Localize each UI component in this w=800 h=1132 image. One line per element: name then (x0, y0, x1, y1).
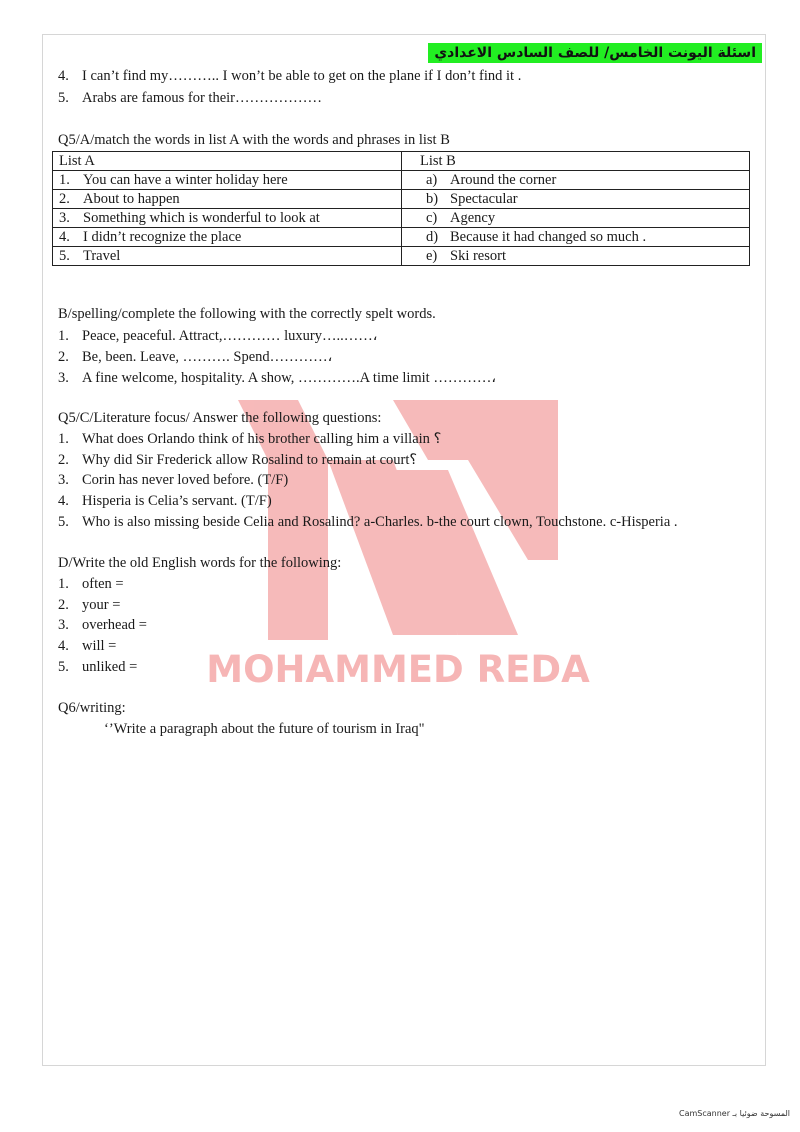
watermark-text: MOHAMMED REDA (206, 648, 590, 691)
table-row: 4. I didn’t recognize the place d) Because it had changed so much . (53, 228, 750, 247)
table-row: 1. You can have a winter holiday here a) Around the corner (53, 171, 750, 190)
list-b-header: List B (402, 152, 750, 171)
list-item: 3. overhead = (58, 617, 147, 633)
section-title-q6: Q6/writing: (58, 700, 126, 716)
writing-prompt: ‘’Write a paragraph about the future of tourism in Iraq" (104, 721, 425, 737)
section-title-q5b: B/spelling/complete the following with the correctly spelt words. (58, 306, 436, 322)
list-item: 3. A fine welcome, hospitality. A show, ………….A time limit …………، (58, 370, 497, 386)
list-item: 1. Peace, peaceful. Attract,………… luxury…..……، (58, 328, 378, 344)
matching-table (52, 151, 750, 266)
table-row: 5. Travel e) Ski resort (53, 247, 750, 266)
list-item: 2. your = (58, 597, 121, 613)
list-item: 3. Corin has never loved before. (T/F) (58, 472, 289, 488)
section-title-q5d: D/Write the old English words for the following: (58, 555, 342, 571)
table-header-row (53, 152, 750, 171)
list-item: 5. unliked = (58, 659, 138, 675)
list-item: 1. often = (58, 576, 124, 592)
list-item: 4. Hisperia is Celia’s servant. (T/F) (58, 493, 272, 509)
list-item: 4. will = (58, 638, 117, 654)
section-title-q5a: Q5/A/match the words in list A with the words and phrases in list B (58, 132, 450, 148)
arabic-header: اسئلة اليونت الخامس/ للصف السادس الاعدادي (428, 43, 762, 63)
list-item: 5. Arabs are famous for their……………… (58, 90, 322, 106)
list-item: 5. Who is also missing beside Celia and Rosalind? a-Charles. b-the court clown, Touchstone. c-Hisperia . (58, 514, 678, 530)
table-row: 3. Something which is wonderful to look at c) Agency (53, 209, 750, 228)
list-a-header: List A (53, 152, 402, 171)
list-item: 4. I can’t find my……….. I won’t be able to get on the plane if I don’t find it . (58, 68, 522, 84)
list-item: 1. What does Orlando think of his brother calling him a villain ؟ (58, 431, 442, 447)
list-item: 2. Be, been. Leave, ………. Spend…………، (58, 349, 333, 365)
table-row: 2. About to happen b) Spectacular (53, 190, 750, 209)
list-item: 2. Why did Sir Frederick allow Rosalind to remain at court؟ (58, 452, 418, 468)
section-title-q5c: Q5/C/Literature focus/ Answer the following questions: (58, 410, 382, 426)
scanner-footer: CamScanner المسوحة ضوئيا بـ (678, 1109, 790, 1118)
